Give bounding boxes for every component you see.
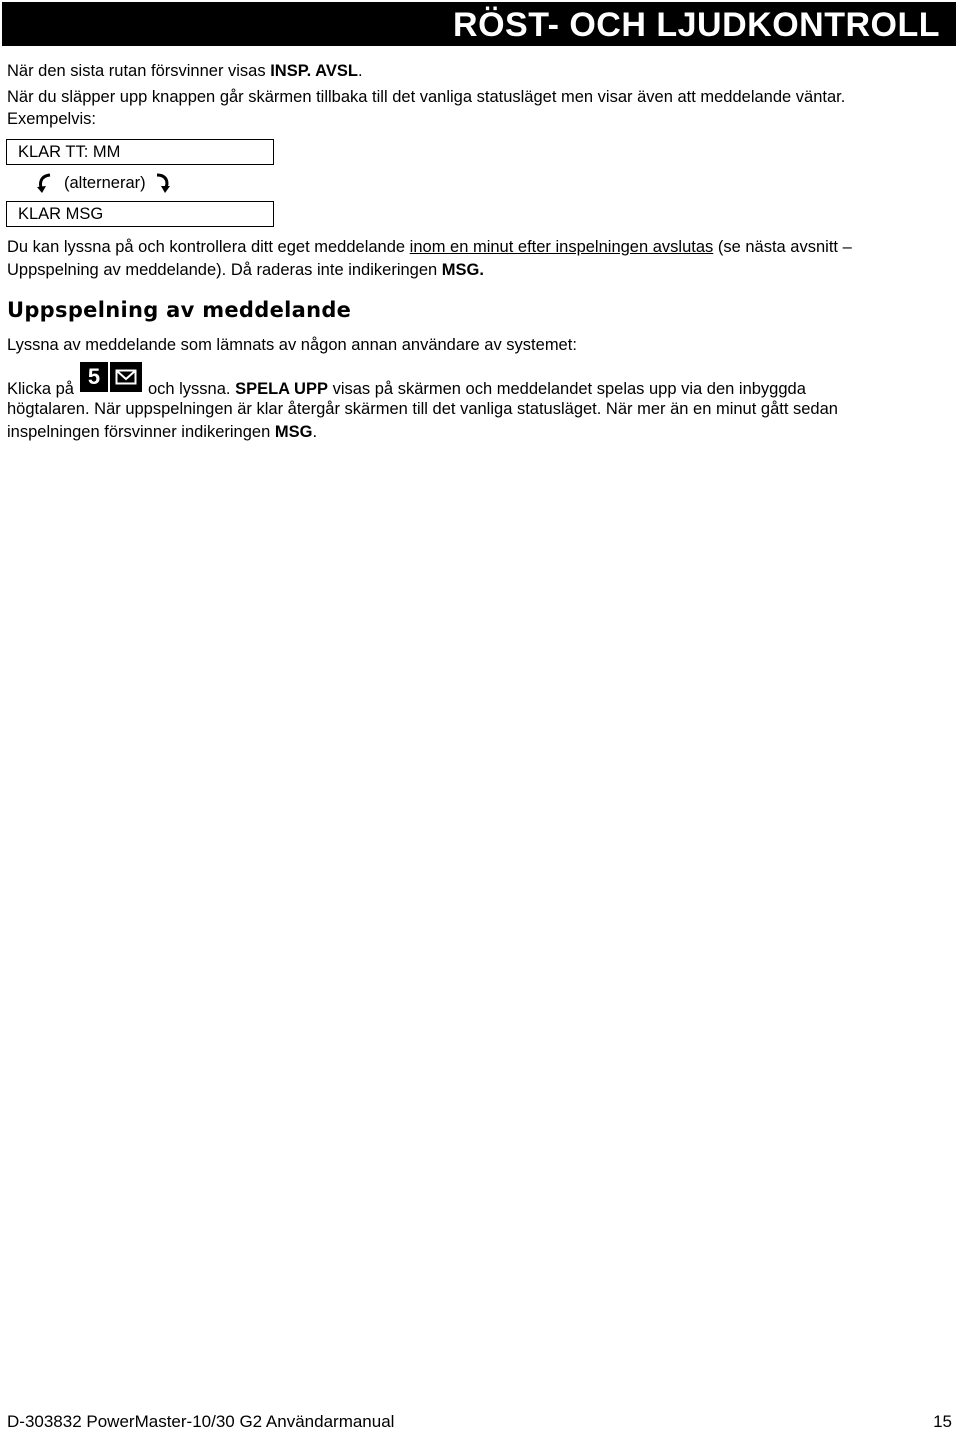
alternates-text: (alternerar) xyxy=(64,173,146,192)
intro-line-1-bold: INSP. AVSL xyxy=(270,62,358,80)
section-line-3-text: inspelningen försvinner indikeringen xyxy=(7,423,275,441)
listen-text-1: Du kan lyssna på och kontrollera ditt eget meddelande xyxy=(7,238,410,256)
example-display-box-1: KLAR TT: MM xyxy=(6,139,274,165)
click-prefix: Klicka på xyxy=(7,380,74,398)
intro-line-2: När du släpper upp knappen går skärmen tillbaka till det vanliga statusläget men visar även att meddelande väntar. xyxy=(7,88,846,106)
listen-line-2-bold: MSG. xyxy=(441,261,484,279)
arrow-curve-right-icon xyxy=(154,172,172,194)
intro-line-1 xyxy=(7,60,363,82)
listen-text-2: (se nästa avsnitt – xyxy=(713,238,852,256)
example-display-box-2: KLAR MSG xyxy=(6,201,274,227)
page-title: RÖST- OCH LJUDKONTROLL xyxy=(453,6,940,44)
intro-line-1-text: När den sista rutan försvinner visas xyxy=(7,62,271,80)
listen-line-1 xyxy=(7,236,852,258)
click-mid: och lyssna. xyxy=(147,380,236,398)
section-line-3-bold: MSG xyxy=(274,423,313,441)
listen-underlined: inom en minut efter inspelningen avslutas xyxy=(409,238,714,256)
click-rest: visas på skärmen och meddelandet spelas upp via den inbyggda xyxy=(328,380,806,398)
section-heading: Uppspelning av meddelande xyxy=(7,298,352,322)
section-line-3-end: . xyxy=(312,423,318,441)
key-icons xyxy=(80,362,142,392)
click-bold: SPELA UPP xyxy=(235,380,328,398)
intro-line-1-end: . xyxy=(357,62,363,80)
intro-line-3: Exempelvis: xyxy=(7,110,96,128)
listen-line-2 xyxy=(7,259,484,281)
envelope-key-icon xyxy=(110,362,142,392)
key-5-icon: 5 xyxy=(80,362,108,392)
footer-page-number: 15 xyxy=(933,1412,952,1431)
section-line-3 xyxy=(7,421,317,443)
footer-doc-title: D-303832 PowerMaster-10/30 G2 Användarmanual xyxy=(7,1412,395,1431)
header-bar xyxy=(2,2,956,46)
alternates-row xyxy=(36,170,172,196)
listen-line-2-text: Uppspelning av meddelande). Då raderas inte indikeringen xyxy=(7,261,442,279)
section-line-2: högtalaren. När uppspelningen är klar återgår skärmen till det vanliga statusläget. När mer än en minut gått sedan xyxy=(7,400,838,418)
arrow-curve-left-icon xyxy=(36,172,54,194)
section-intro: Lyssna av meddelande som lämnats av någon annan användare av systemet: xyxy=(7,336,577,354)
